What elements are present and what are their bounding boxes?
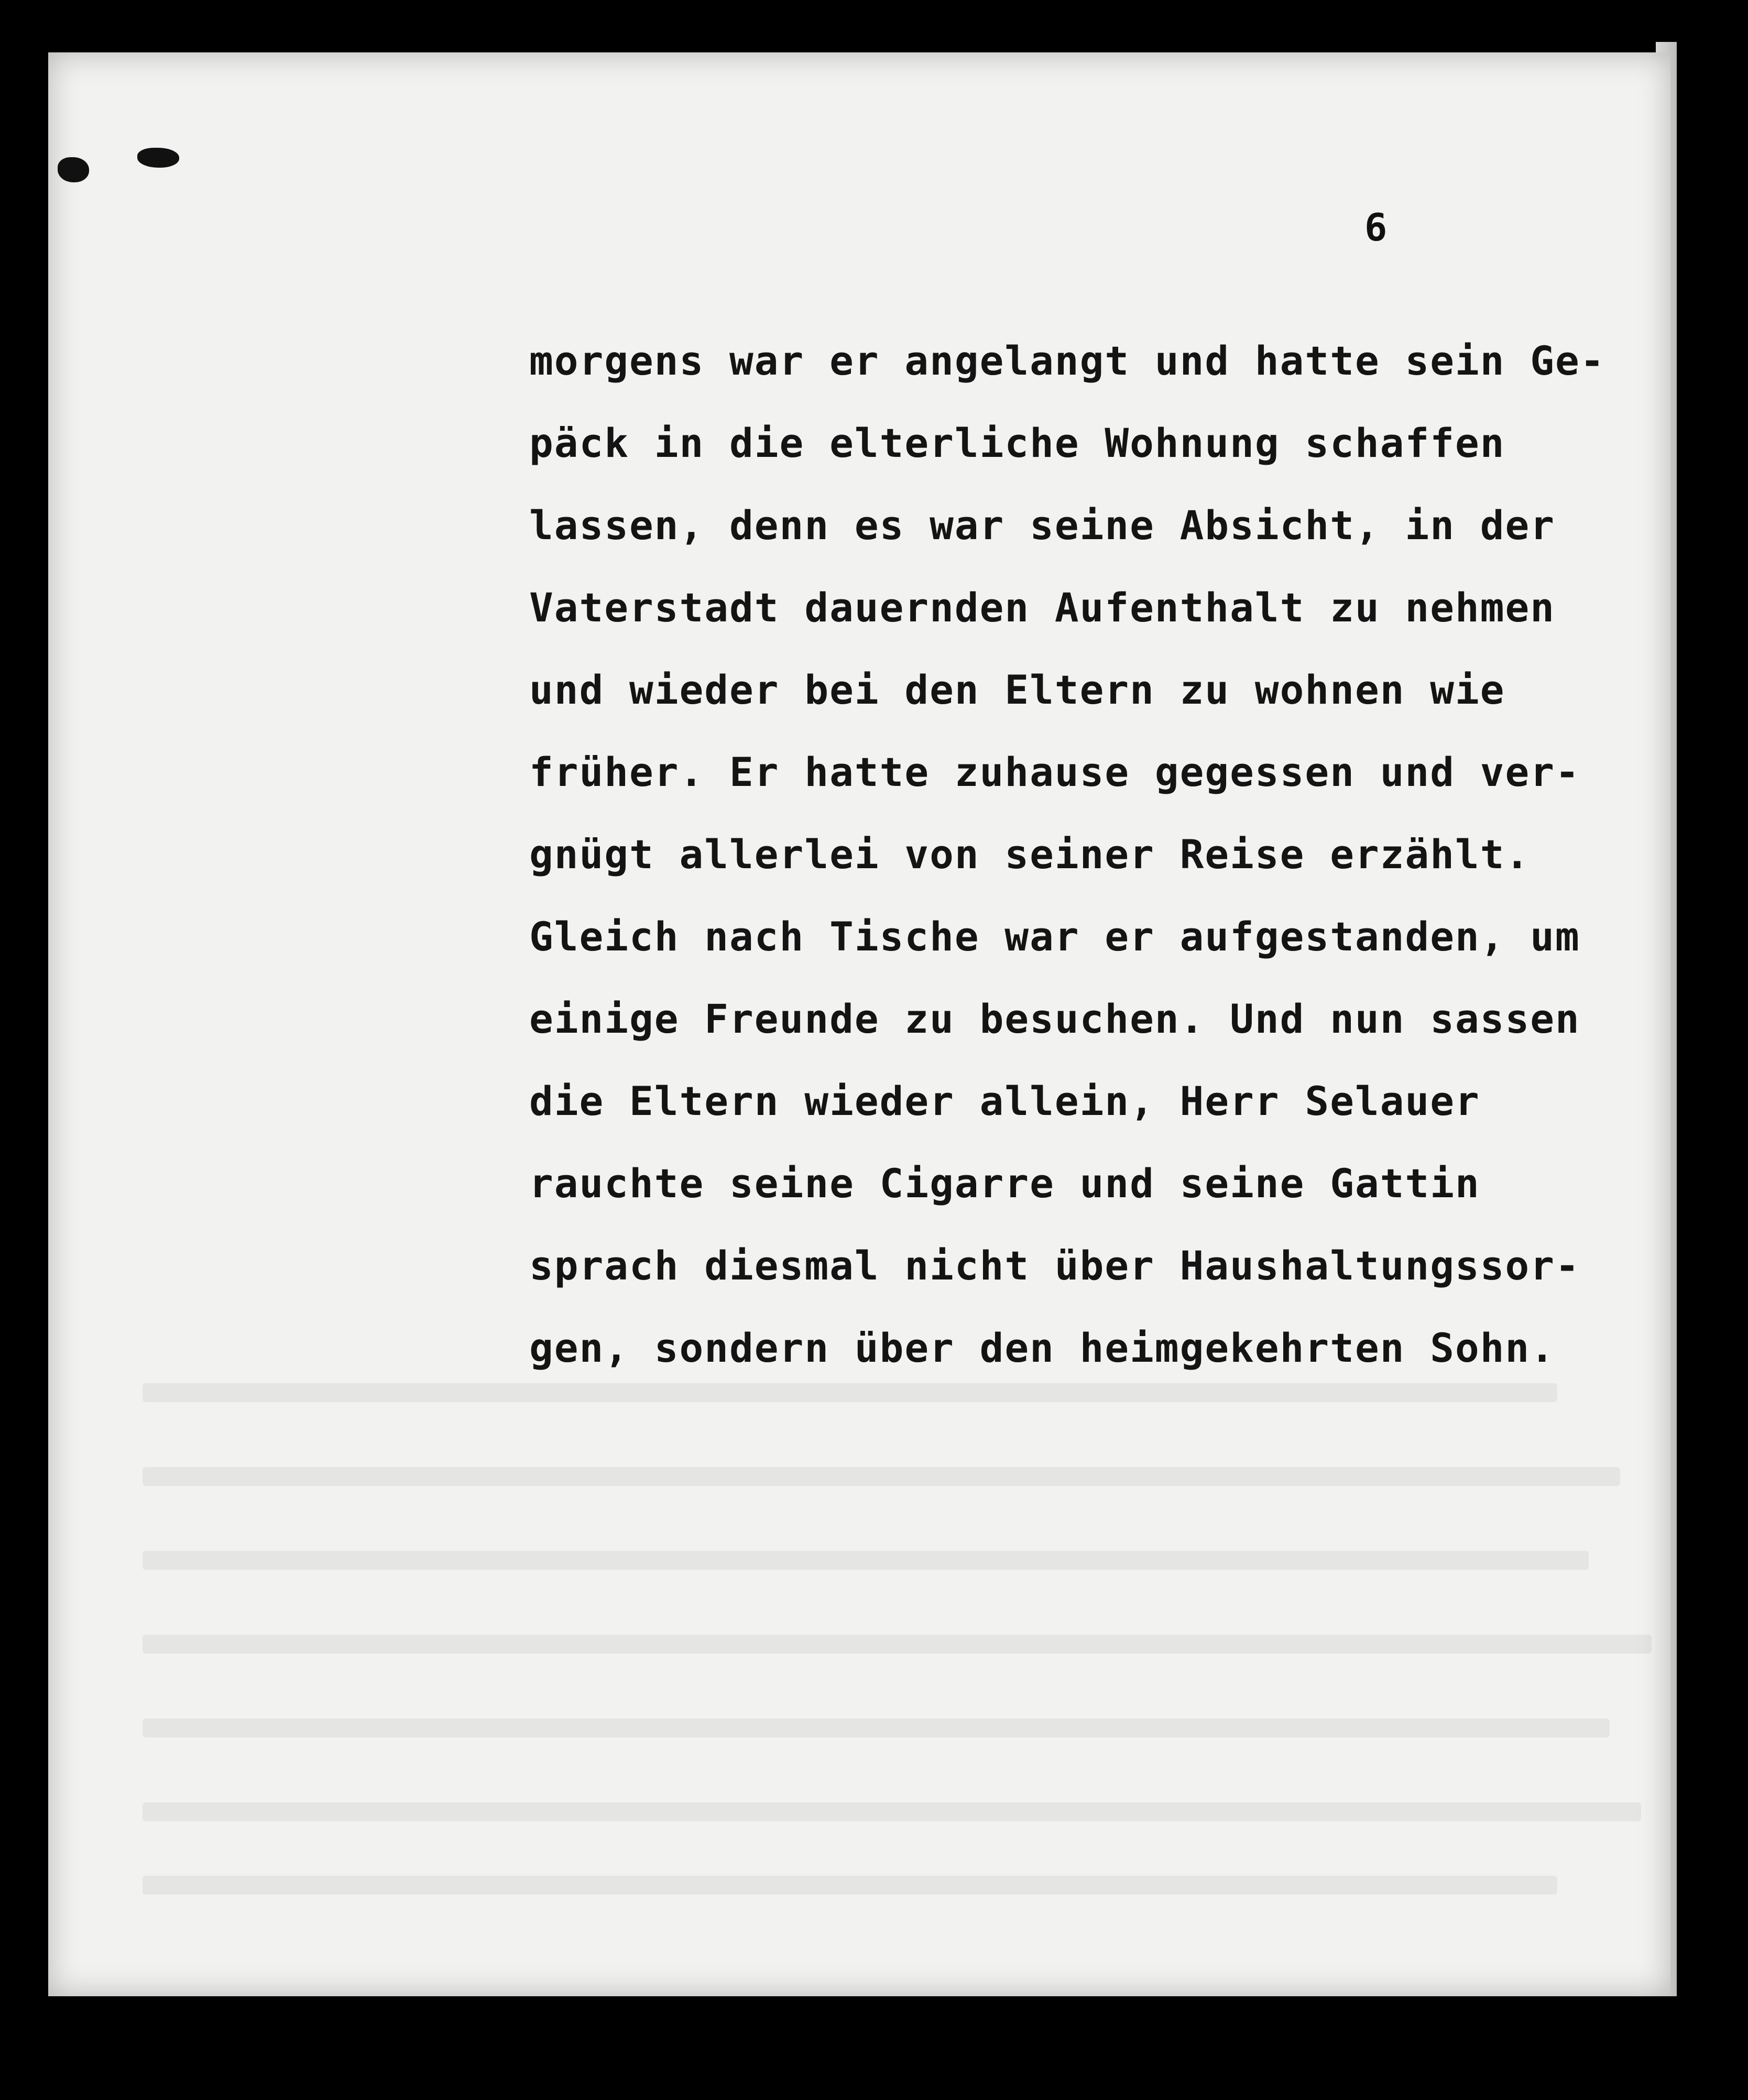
show-through-text (143, 1635, 1652, 1654)
punch-hole-mark (137, 148, 179, 168)
text-line: gen, sondern über den heimgekehrten Sohn. (529, 1325, 1555, 1371)
show-through-text (143, 1551, 1589, 1570)
text-line: gnügt allerlei von seiner Reise erzählt. (529, 831, 1531, 878)
show-through-text (143, 1802, 1641, 1821)
text-line: sprach diesmal nicht über Haushaltungssor- (529, 1242, 1580, 1289)
text-line: einige Freunde zu besuchen. Und nun sassen (529, 996, 1580, 1042)
text-line: die Eltern wieder allein, Herr Selauer (529, 1078, 1480, 1124)
text-line: und wieder bei den Eltern zu wohnen wie (529, 666, 1505, 713)
text-line: rauchte seine Cigarre und seine Gattin (529, 1160, 1480, 1207)
punch-hole-mark (58, 157, 89, 182)
show-through-text (143, 1876, 1557, 1895)
text-line: Gleich nach Tische war er aufgestanden, um (529, 913, 1580, 960)
show-through-text (143, 1719, 1610, 1737)
typewritten-paragraph (529, 320, 1614, 1389)
text-line: morgens war er angelangt und hatte sein Ge- (529, 337, 1605, 384)
text-line: päck in die elterliche Wohnung schaffen (529, 420, 1505, 466)
text-line: Vaterstadt dauernden Aufenthalt zu nehmen (529, 584, 1555, 631)
text-line: lassen, denn es war seine Absicht, in der (529, 502, 1555, 549)
page-number: 6 (1364, 205, 1388, 249)
show-through-text (143, 1467, 1620, 1486)
text-line: früher. Er hatte zuhause gegessen und ver- (529, 749, 1580, 795)
